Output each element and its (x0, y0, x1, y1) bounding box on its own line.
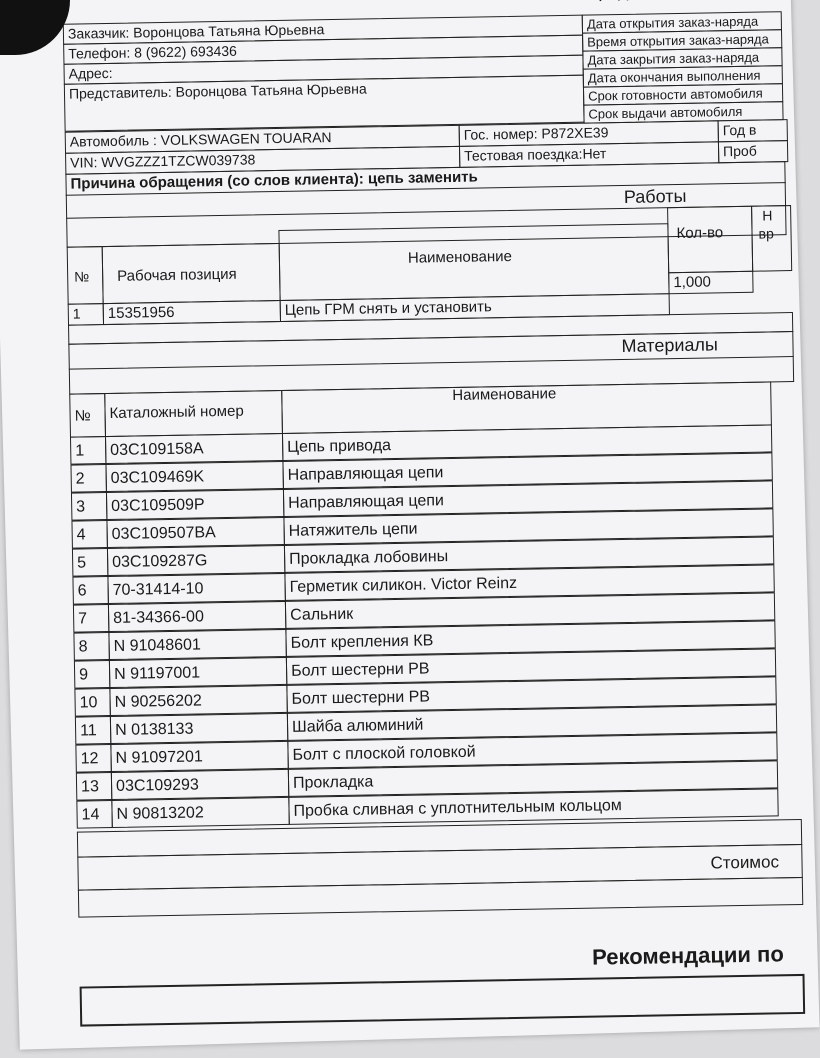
materials-header-catalog: Каталожный номер (104, 390, 283, 437)
row-name: Пробка сливная с уплотнительным кольцом (288, 788, 778, 825)
row-num: 6 (72, 576, 108, 605)
test-drive-field: Тестовая поездка:Нет (459, 141, 719, 168)
row-num: 12 (75, 744, 111, 773)
representative-field: Представитель: Воронцова Татьяна Юрьевна (64, 75, 585, 132)
row-name: Болт крепления КВ (285, 620, 775, 657)
materials-header-num: № (69, 393, 106, 438)
row-name: Направляющая цепи (282, 452, 772, 489)
open-date-label: Дата открытия заказ-наряда (582, 11, 782, 33)
row-num: 9 (74, 660, 110, 689)
car-field: Автомобиль : VOLKSWAGEN TOUARAN (65, 125, 460, 154)
cost-row: Стоимос (77, 844, 802, 891)
works-header-qty: Кол-во (667, 206, 753, 273)
materials-title: Материалы (621, 334, 719, 357)
open-time-label: Время открытия заказ-наряда (582, 29, 782, 51)
order-number (575, 0, 706, 3)
row-num: 8 (73, 632, 109, 661)
issue-date-label: Срок выдачи автомобиля (583, 101, 783, 123)
works-header-extra: Н вр (751, 205, 792, 272)
works-title: Работы (623, 185, 687, 207)
vin-field: VIN: WVGZZZ1TZCW039738 (65, 146, 460, 175)
row-catalog-number: 03C109293 (111, 769, 289, 800)
ready-date-label: Срок готовности автомобиля (583, 83, 783, 105)
materials-header-name: Наименование (281, 381, 772, 434)
close-date-label: Дата закрытия заказ-наряда (582, 47, 782, 69)
row-num: 5 (72, 548, 108, 577)
works-row-qty: 1,000 (668, 271, 753, 294)
row-num: 7 (73, 604, 109, 633)
row-name: Цепь привода (282, 424, 772, 461)
recommendations-box (80, 974, 806, 1027)
works-header-num: № (67, 246, 104, 305)
address-field: Адрес: (63, 55, 583, 85)
row-catalog-number: 03C109509P (106, 489, 284, 520)
row-num: 10 (74, 688, 110, 717)
row-catalog-number: N 90256202 (109, 685, 287, 716)
mileage-field: Проб (718, 140, 788, 163)
row-num: 2 (70, 464, 106, 493)
request-reason: Причина обращения (со слов клиента): цепь заменить (65, 161, 785, 196)
row-catalog-number: 03C109287G (107, 545, 285, 576)
plate-field: Гос. номер: Р872ХЕ39 (459, 120, 719, 147)
phone-field: Телефон: 8 (9622) 693436 (63, 35, 583, 65)
row-catalog-number: N 90813202 (111, 797, 289, 828)
row-catalog-number: N 91097201 (110, 741, 288, 772)
recommendations-title: Рекомендации по (591, 941, 784, 970)
row-catalog-number: N 91048601 (108, 629, 286, 660)
row-catalog-number: 03C109507BA (106, 517, 284, 548)
works-row-name: Цепь ГРМ снять и установить (280, 293, 670, 322)
customer-field: Заказчик: Воронцова Татьяна Юрьевна (63, 15, 583, 45)
row-catalog-number: N 91197001 (109, 657, 287, 688)
row-num: 1 (70, 436, 106, 465)
year-field: Год в (718, 119, 788, 142)
row-name: Натяжитель цепи (283, 508, 773, 545)
works-header-position: Рабочая позиция (102, 243, 281, 304)
row-num: 14 (76, 800, 112, 829)
row-catalog-number: 03C109469K (105, 461, 283, 492)
row-catalog-number: 81-34366-00 (108, 601, 286, 632)
row-name: Направляющая цепи (283, 480, 773, 517)
row-catalog-number: N 0138133 (110, 713, 288, 744)
works-row-position: 15351956 (103, 300, 281, 325)
row-catalog-number: 70-31414-10 (107, 573, 285, 604)
row-num: 3 (71, 492, 107, 521)
row-name: Болт шестерни РВ (286, 676, 776, 713)
row-name: Болт с плоской головкой (287, 732, 777, 769)
works-row-num: 1 (68, 303, 104, 326)
row-num: 4 (71, 520, 107, 549)
row-num: 13 (76, 772, 112, 801)
row-catalog-number: 03C109158A (105, 433, 283, 464)
row-num: 11 (75, 716, 111, 745)
end-date-label: Дата окончания выполнения (583, 65, 783, 87)
row-name: Болт шестерни РВ (286, 648, 776, 685)
row-name: Сальник (285, 592, 775, 629)
row-name: Прокладка лобовины (284, 536, 774, 573)
works-header-name: Наименование (278, 223, 669, 301)
row-name: Прокладка (288, 760, 778, 797)
row-name: Шайба алюминий (287, 704, 777, 741)
row-name: Герметик силикон. Victor Reinz (284, 564, 774, 601)
